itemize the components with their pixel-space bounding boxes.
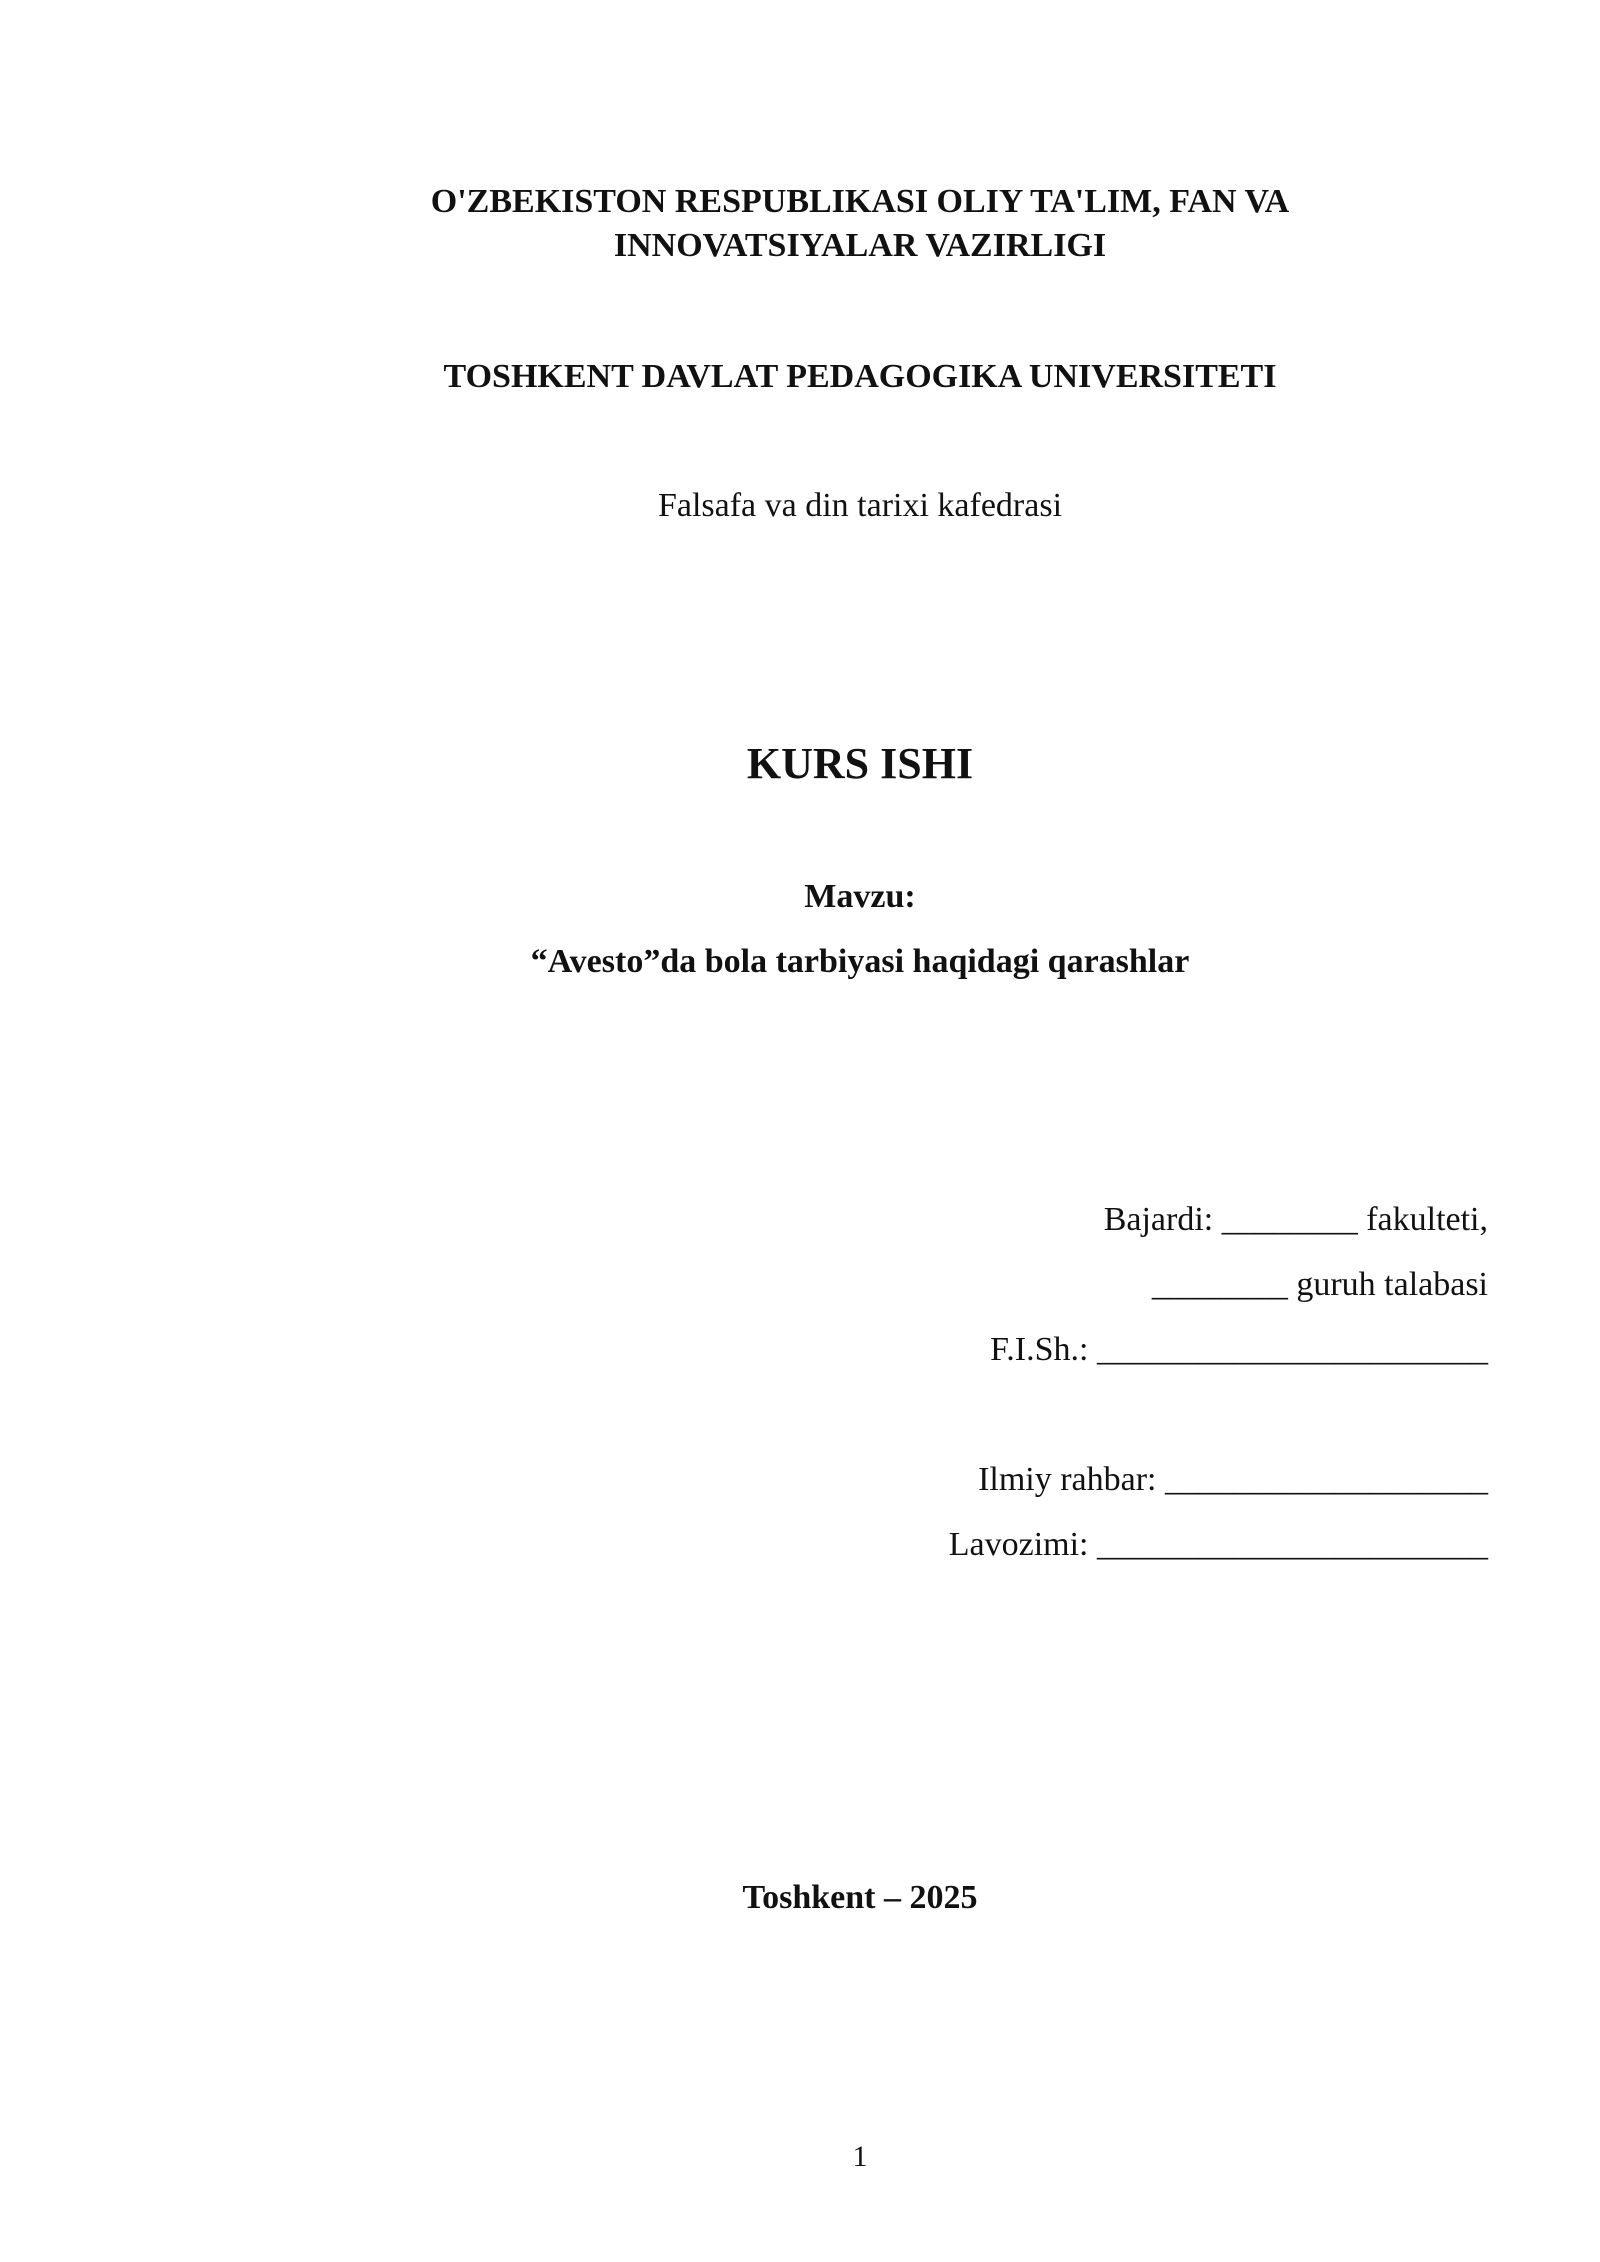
- ministry-line-2: INNOVATSIYALAR VAZIRLIGI: [613, 227, 1107, 264]
- ministry-line-1: O'ZBEKISTON RESPUBLIKASI OLIY TA'LIM, FAN VA: [430, 183, 1290, 220]
- student-full-name-line: F.I.Sh.: _______________________: [990, 1331, 1488, 1368]
- topic-title: “Avesto”da bola tarbiyasi haqidagi qarashlar: [530, 943, 1190, 980]
- supervisor-line: Ilmiy rahbar: ___________________: [978, 1461, 1488, 1498]
- student-group-line: ________ guruh talabasi: [1151, 1266, 1488, 1303]
- page-number: 1: [852, 2140, 868, 2173]
- city-year: Toshkent – 2025: [742, 1879, 978, 1916]
- ministry-name: [0, 180, 1600, 268]
- university-name: TOSHKENT DAVLAT PEDAGOGIKA UNIVERSITETI: [443, 358, 1277, 395]
- document-type-title: KURS ISHI: [746, 739, 974, 788]
- supervisor-position-line: Lavozimi: _______________________: [948, 1526, 1488, 1563]
- department-name: Falsafa va din tarixi kafedrasi: [657, 487, 1063, 524]
- performed-by-line: Bajardi: ________ fakulteti,: [1103, 1201, 1488, 1238]
- topic-label: Mavzu:: [804, 878, 916, 915]
